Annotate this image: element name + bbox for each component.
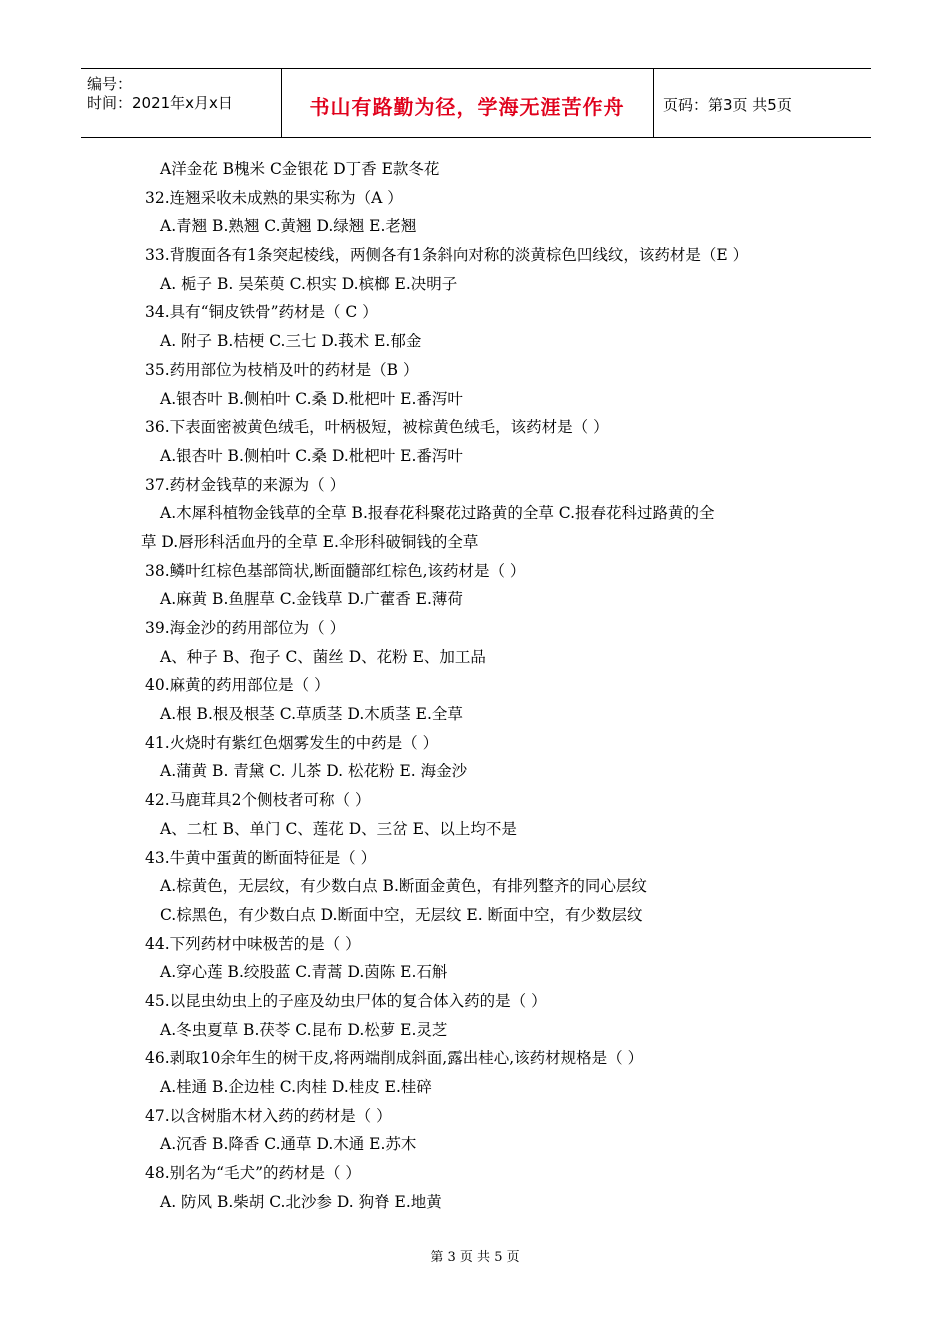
answer-options-line: A.冬虫夏草 B.茯苓 C.昆布 D.松萝 E.灵芝 (160, 1020, 448, 1039)
number-label: 编号： (87, 75, 133, 93)
motto-text: 书山有路勤为径，学海无涯苦作舟 (309, 95, 625, 119)
question-line: 38.鳞叶红棕色基部筒状,断面髓部红棕色,该药材是（ ） (145, 561, 526, 580)
question-line: 32.连翘采收未成熟的果实称为（A ） (145, 188, 403, 207)
question-line: 43.牛黄中蛋黄的断面特征是（ ） (145, 848, 377, 867)
answer-options-line: C.棕黑色，有少数白点 D.断面中空，无层纹 E. 断面中空，有少数层纹 (160, 905, 643, 924)
time-label: 时间：2021年x月x日 (87, 94, 233, 112)
answer-options-line: A.沉香 B.降香 C.通草 D.木通 E.苏木 (160, 1135, 417, 1154)
question-list (141, 155, 825, 1216)
header-motto-cell (281, 69, 654, 137)
question-line: 36.下表面密被黄色绒毛，叶柄极短，被棕黄色绒毛，该药材是（ ） (145, 418, 609, 437)
page-header (81, 68, 871, 138)
question-line: 39.海金沙的药用部位为（ ） (145, 619, 346, 637)
page-footer: 第 3 页 共 5 页 (430, 1250, 520, 1265)
header-left-cell (81, 69, 282, 137)
question-line: 44.下列药材中味极苦的是（ ） (145, 934, 361, 953)
answer-options-line: A. 栀子 B. 吴茱萸 C.枳实 D.槟榔 E.决明子 (160, 274, 458, 293)
answer-options-line: A.棕黄色，无层纹，有少数白点 B.断面金黄色，有排列整齐的同心层纹 (160, 877, 647, 896)
question-line: 35.药用部位为枝梢及叶的药材是（B ） (145, 360, 419, 379)
page-indicator: 页码：第3页 共5页 (663, 96, 792, 114)
question-line: 48.别名为“毛犬”的药材是（ ） (145, 1164, 361, 1183)
question-line: 47.以含树脂木材入药的药材是（ ） (145, 1106, 392, 1125)
question-line: 37.药材金钱草的来源为（ ） (145, 475, 346, 494)
answer-options-line: A. 附子 B.桔梗 C.三七 D.莪术 E.郁金 (160, 332, 422, 351)
answer-options-line: A. 防风 B.柴胡 C.北沙参 D. 狗脊 E.地黄 (160, 1192, 442, 1211)
question-line: 41.火烧时有紫红色烟雾发生的中药是（ ） (145, 733, 439, 752)
question-line: 40.麻黄的药用部位是（ ） (145, 676, 330, 695)
answer-options-line: A.木犀科植物金钱草的全草 B.报春花科聚花过路黄的全草 C.报春花科过路黄的全 (160, 504, 715, 523)
answer-options-line: A、二杠 B、单门 C、莲花 D、三岔 E、以上均不是 (160, 819, 517, 838)
answer-options-line: A.根 B.根及根茎 C.草质茎 D.木质茎 E.全草 (160, 705, 463, 724)
answer-options-line: A.蒲黄 B. 青黛 C. 儿茶 D. 松花粉 E. 海金沙 (160, 762, 468, 781)
question-line: 46.剥取10余年生的树干皮,将两端削成斜面,露出桂心,该药材规格是（ ） (145, 1049, 644, 1068)
header-right-cell (653, 69, 871, 137)
answer-options-line: A.桂通 B.企边桂 C.肉桂 D.桂皮 E.桂碎 (160, 1078, 432, 1096)
question-line: 33.背腹面各有1条突起棱线，两侧各有1条斜向对称的淡黄棕色凹线纹，该药材是（E ） (145, 246, 749, 265)
answer-options-line: A.银杏叶 B.侧柏叶 C.桑 D.枇杷叶 E.番泻叶 (160, 389, 463, 408)
answer-options-line: A.青翘 B.熟翘 C.黄翘 D.绿翘 E.老翘 (160, 217, 417, 236)
question-line: 草 D.唇形科活血丹的全草 E.伞形科破铜钱的全草 (141, 532, 479, 551)
answer-options-line: A.穿心莲 B.绞股蓝 C.青蒿 D.茵陈 E.石斛 (160, 963, 448, 982)
question-line: 34.具有“铜皮铁骨”药材是（ C ） (145, 303, 378, 322)
question-line: 42.马鹿茸具2个侧枝者可称（ ） (145, 791, 371, 810)
answer-options-line: A、种子 B、孢子 C、菌丝 D、花粉 E、加工品 (160, 647, 486, 666)
answer-options-line: A洋金花 B槐米 C金银花 D丁香 E款冬花 (160, 160, 440, 178)
answer-options-line: A.银杏叶 B.侧柏叶 C.桑 D.枇杷叶 E.番泻叶 (160, 446, 463, 465)
answer-options-line: A.麻黄 B.鱼腥草 C.金钱草 D.广藿香 E.薄荷 (160, 590, 463, 609)
question-line: 45.以昆虫幼虫上的子座及幼虫尸体的复合体入药的是（ ） (145, 991, 547, 1010)
